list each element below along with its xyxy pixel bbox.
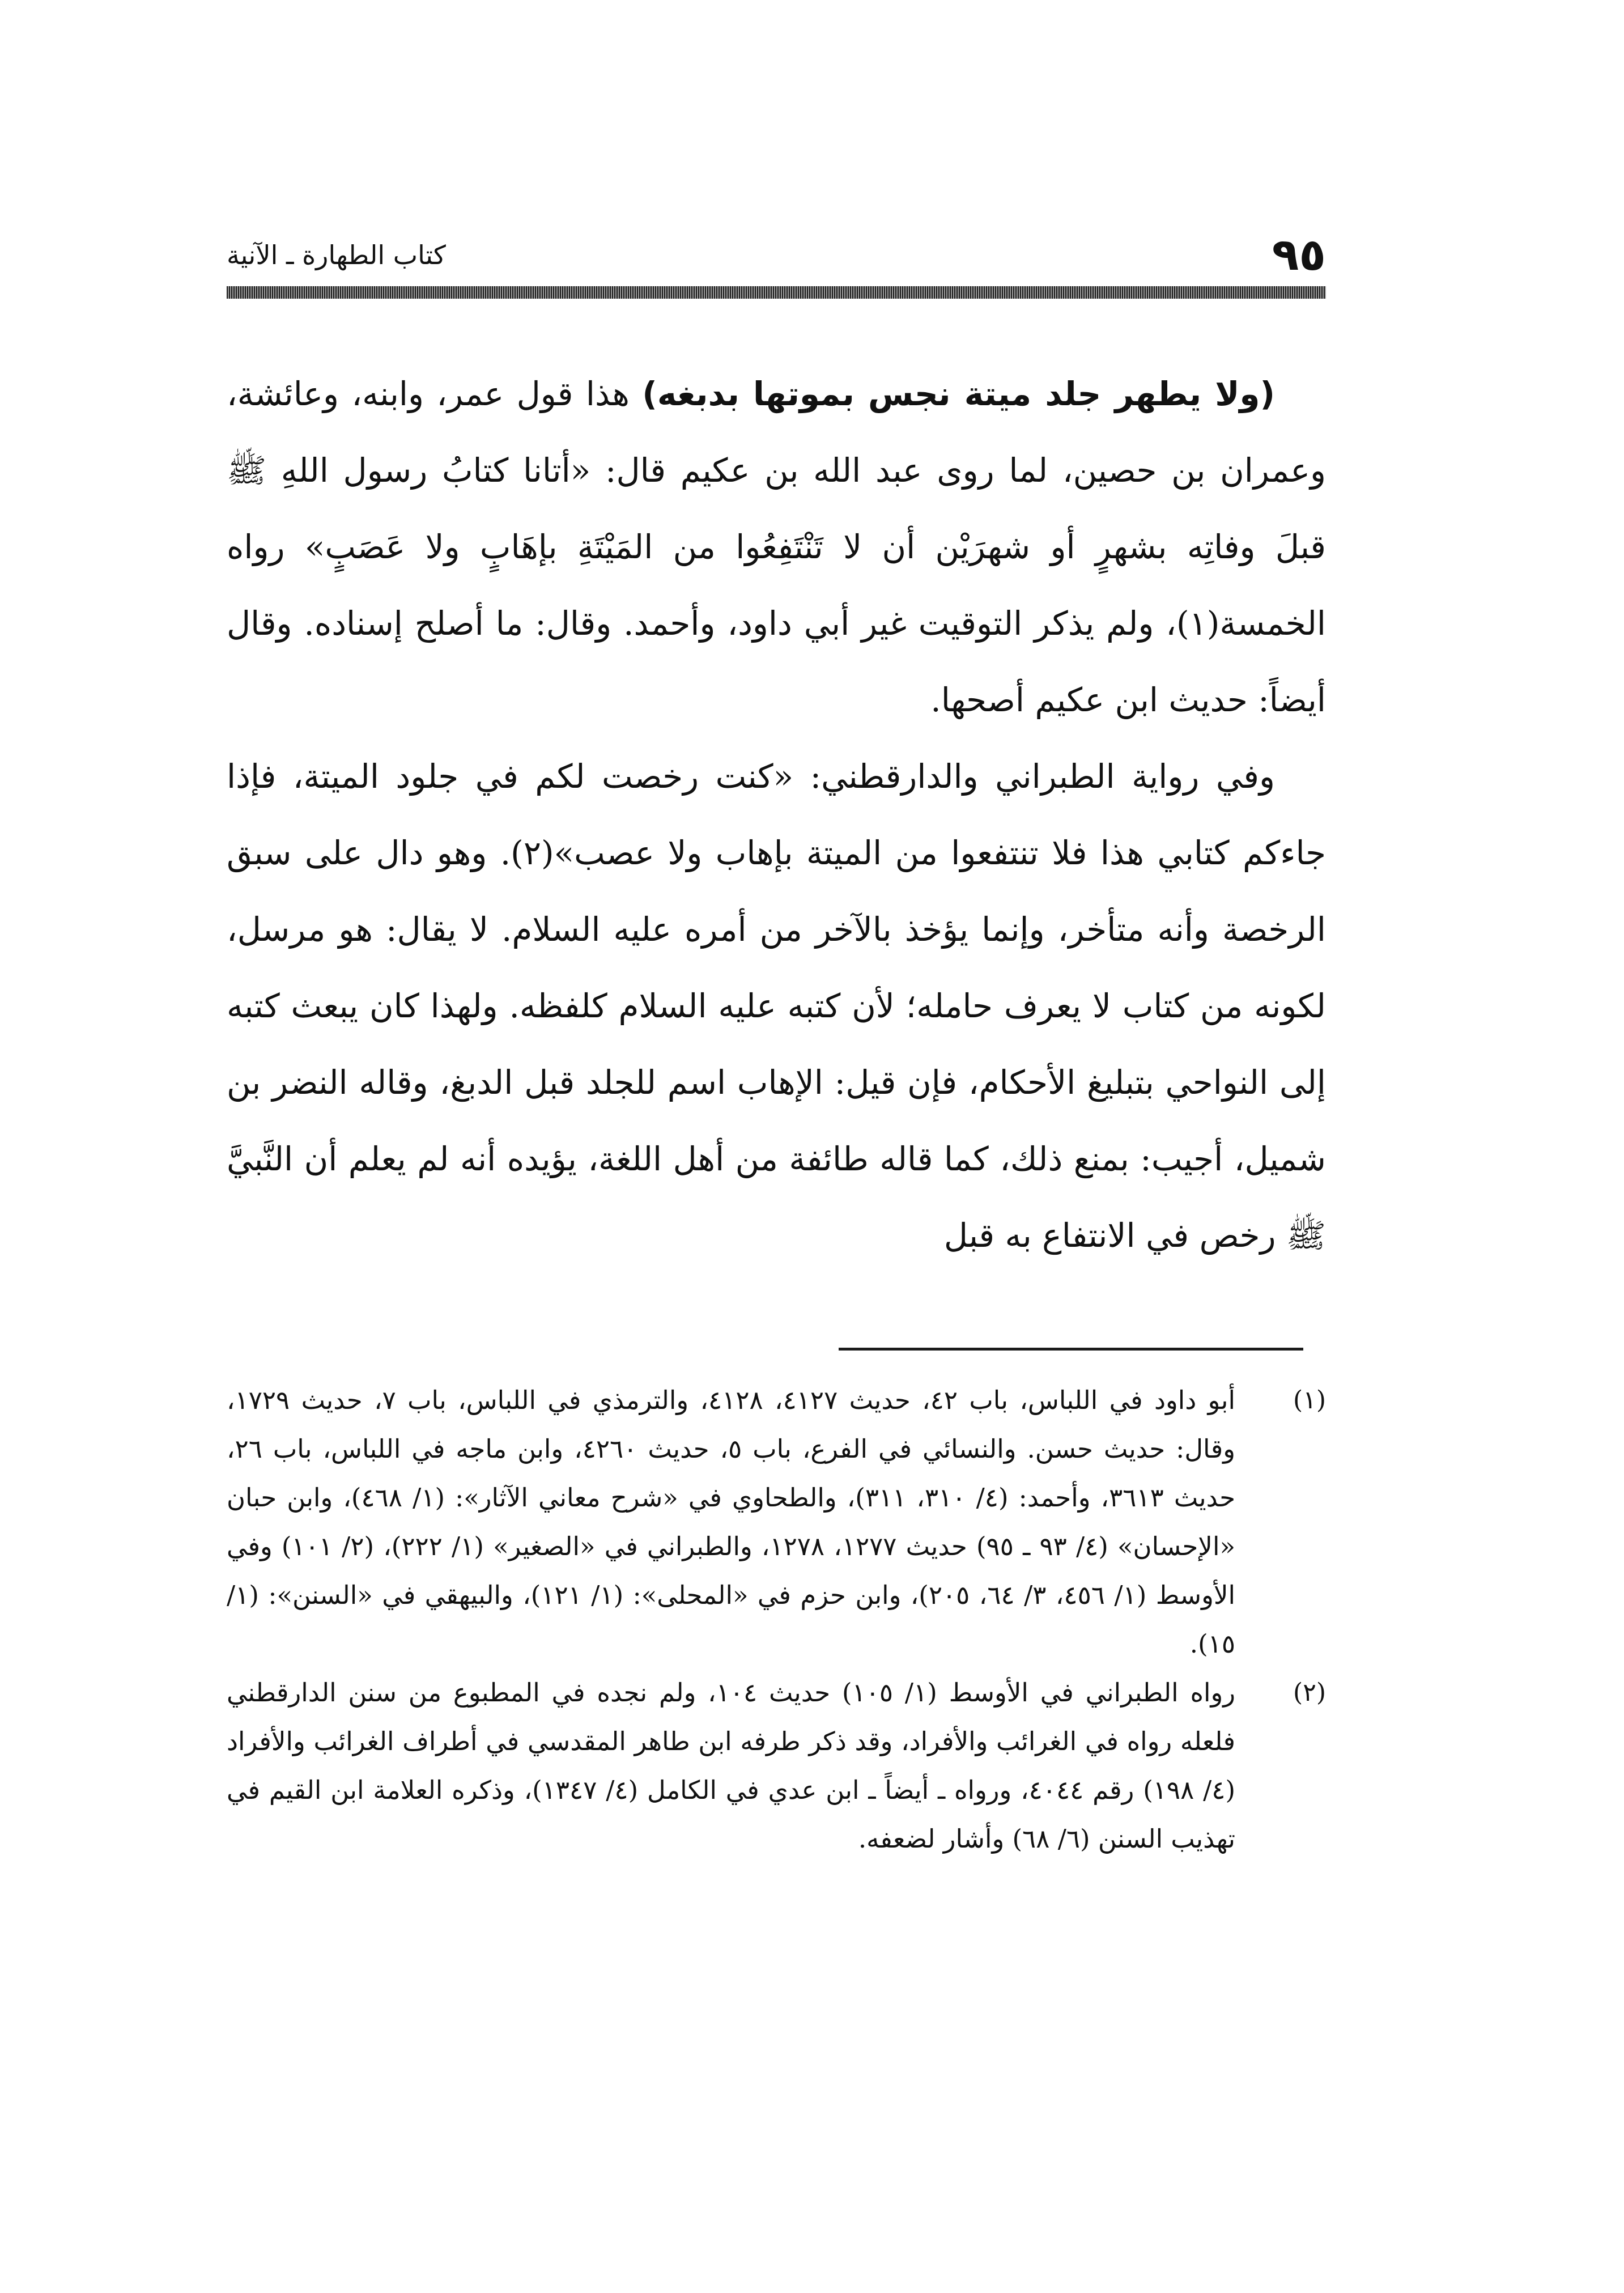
footnote-number: (١): [1293, 1386, 1326, 1415]
footnote-2: [227, 1668, 1326, 1863]
footnotes: [227, 1376, 1326, 1863]
footnote-text: أبو داود في اللباس، باب ٤٢، حديث ٤١٢٧، ٤١٢٨، والترمذي في اللباس، باب ٧، حديث ١٧٢٩، وقال: حديث حسن. والنسائي في الفرع، باب ٥، حديث ٤٢٦٠، وابن ماجه في اللباس، باب ٢٦، حديث ٣٦١٣، وأحمد: (٤/ ٣١٠، ٣١١)، والطحاوي في «شرح معاني الآثار»: (١/ ٤٦٨)، وابن حبان «الإحسان» (٤/ ٩٣ ـ ٩٥) حديث ١٢٧٧، ١٢٧٨، والطبراني في «الصغير» (١/ ٢٢٢)، (٢/ ١٠١) وفي الأوسط (١/ ٤٥٦، ٣/ ٦٤، ٢٠٥)، وابن حزم في «المحلى»: (١/ ١٢١)، والبيهقي في «السنن»: (١/ ١٥).: [227, 1385, 1236, 1659]
paragraph-1: [227, 356, 1326, 738]
paragraph-1-text: هذا قول عمر، وابنه، وعائشة، وعمران بن حصين، لما روى عبد الله بن عكيم قال: «أتانا كتابُ رسول اللهِ ﷺ قبلَ وفاتِه بشهرٍ أو شهرَيْن أن لا تَنْتَفِعُوا من المَيْتَةِ بإهَابٍ ولا عَصَبٍ» رواه الخمسة(١)، ولم يذكر التوقيت غير أبي داود، وأحمد. وقال: ما أصلح إسناده. وقال أيضاً: حديث ابن عكيم أصحها.: [227, 375, 1326, 719]
running-title: كتاب الطهارة ـ الآنية: [227, 240, 446, 270]
footnote-separator: [839, 1348, 1303, 1351]
running-header: [227, 230, 1326, 281]
paragraph-2: وفي رواية الطبراني والدارقطني: «كنت رخصت لكم في جلود الميتة، فإذا جاءكم كتابي هذا فلا تنتفعوا من الميتة بإهاب ولا عصب»(٢). وهو دال على سبق الرخصة وأنه متأخر، وإنما يؤخذ بالآخر من أمره عليه السلام. لا يقال: هو مرسل، لكونه من كتاب لا يعرف حامله؛ لأن كتبه عليه السلام كلفظه. ولهذا كان يبعث كتبه إلى النواحي بتبليغ الأحكام، فإن قيل: الإهاب اسم للجلد قبل الدبغ، وقاله النضر بن شميل، أجيب: بمنع ذلك، كما قاله طائفة من أهل اللغة، يؤيده أنه لم يعلم أن النَّبيَّ ﷺ رخص في الانتفاع به قبل: [227, 757, 1327, 1255]
header-rule: [227, 286, 1326, 299]
footnote-text: رواه الطبراني في الأوسط (١/ ١٠٥) حديث ١٠٤، ولم نجده في المطبوع من سنن الدارقطني فلعله رواه في الغرائب والأفراد، وقد ذكر طرفه ابن طاهر المقدسي في أطراف الغرائب والأفراد (٤/ ١٩٨) رقم ٤٠٤٤، ورواه ـ أيضاً ـ ابن عدي في الكامل (٤/ ١٣٤٧)، وذكره العلامة ابن القيم في تهذيب السنن (٦/ ٦٨) وأشار لضعفه.: [227, 1678, 1236, 1854]
page-number: ٩٥: [1272, 230, 1326, 281]
footnote-number: (٢): [1293, 1678, 1326, 1707]
main-text: [227, 356, 1326, 1274]
footnote-1: [227, 1376, 1326, 1668]
bold-heading-phrase: (ولا يطهر جلد ميتة نجس بموتها بدبغه): [642, 375, 1275, 413]
